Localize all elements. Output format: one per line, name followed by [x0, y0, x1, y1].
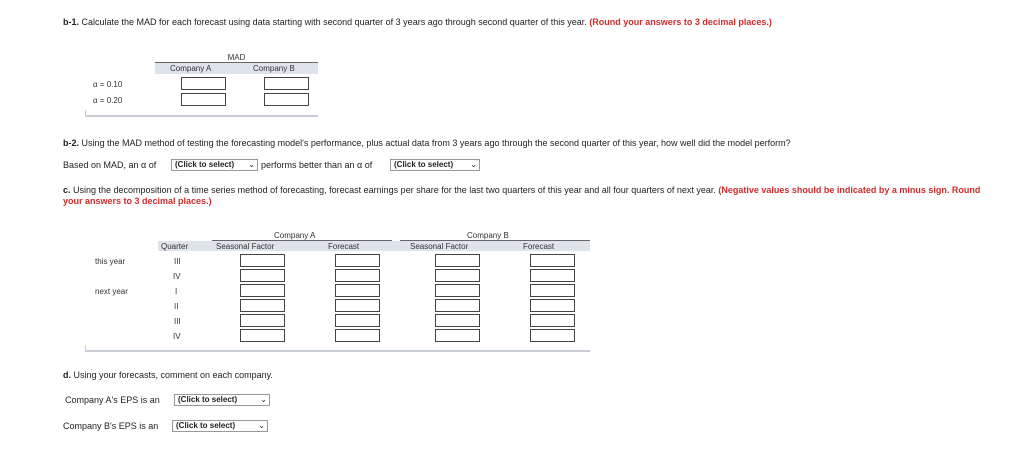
c-a-sf-input-1[interactable]	[240, 254, 285, 267]
c-a-sf-input-2[interactable]	[240, 269, 285, 282]
c-col-b-forecast: Forecast	[523, 242, 555, 251]
c-b-sf-input-3[interactable]	[435, 284, 480, 297]
c-a-fc-input-2[interactable]	[335, 269, 380, 282]
c-quarter-3: I	[175, 287, 178, 296]
chevron-down-icon: ⌄	[258, 421, 265, 430]
c-quarter-6: IV	[173, 332, 181, 341]
mad-row-alpha-010: α = 0.10	[93, 80, 123, 89]
c-a-sf-input-4[interactable]	[240, 299, 285, 312]
c-b-sf-input-4[interactable]	[435, 299, 480, 312]
c-table-left-tick	[85, 345, 86, 351]
c-b-fc-input-3[interactable]	[530, 284, 575, 297]
c-b-sf-input-6[interactable]	[435, 329, 480, 342]
c-a-fc-input-3[interactable]	[335, 284, 380, 297]
mad-b-010-input[interactable]	[264, 77, 309, 90]
c-b-fc-input-6[interactable]	[530, 329, 575, 342]
b2-select-2[interactable]: (Click to select) ⌄	[390, 159, 480, 171]
c-col-quarter: Quarter	[161, 242, 189, 251]
d-company-a-select[interactable]: (Click to select) ⌄	[174, 394, 270, 406]
c-b-fc-input-1[interactable]	[530, 254, 575, 267]
mad-a-010-input[interactable]	[181, 77, 226, 90]
c-b-fc-input-5[interactable]	[530, 314, 575, 327]
c-a-sf-input-5[interactable]	[240, 314, 285, 327]
c-b-sf-input-5[interactable]	[435, 314, 480, 327]
b2-line-b: performs better than an α of	[261, 160, 373, 170]
c-b-fc-input-2[interactable]	[530, 269, 575, 282]
c-col-b-seasonal-factor: Seasonal Factor	[410, 242, 469, 251]
d-company-a-label: Company A's EPS is an	[65, 395, 160, 405]
d-company-b-select[interactable]: (Click to select) ⌄	[172, 420, 268, 432]
c-group-header	[158, 232, 590, 240]
chevron-down-icon: ⌄	[470, 160, 477, 169]
chevron-down-icon: ⌄	[248, 160, 255, 169]
c-b-sf-input-2[interactable]	[435, 269, 480, 282]
c-a-fc-input-6[interactable]	[335, 329, 380, 342]
mad-col-company-a: Company A	[170, 64, 212, 73]
d-question: d. Using your forecasts, comment on each company.	[63, 370, 273, 380]
c-quarter-5: III	[174, 317, 181, 326]
mad-table-title: MAD	[227, 53, 246, 62]
c-a-fc-input-4[interactable]	[335, 299, 380, 312]
b2-line-a: Based on MAD, an α of	[63, 160, 157, 170]
c-quarter-4: II	[174, 302, 179, 311]
mad-b-020-input[interactable]	[264, 93, 309, 106]
c-b-sf-input-1[interactable]	[435, 254, 480, 267]
b2-select-1[interactable]: (Click to select) ⌄	[171, 159, 258, 171]
c-row-next-year: next year	[95, 287, 128, 296]
d-company-b-label: Company B's EPS is an	[63, 421, 159, 431]
c-a-sf-input-3[interactable]	[240, 284, 285, 297]
c-quarter-2: IV	[173, 272, 181, 281]
c-table-bottom-rule	[85, 350, 590, 352]
c-a-fc-input-5[interactable]	[335, 314, 380, 327]
c-col-a-forecast: Forecast	[328, 242, 360, 251]
mad-table-bottom-rule	[85, 115, 318, 117]
chevron-down-icon: ⌄	[260, 395, 267, 404]
b2-question: b-2. Using the MAD method of testing the forecasting model's performance, plus actual data from 3 years ago through the second quarter of this year, how well did the model perform?	[63, 138, 791, 148]
c-row-this-year: this year	[95, 257, 126, 266]
mad-col-company-b: Company B	[253, 64, 295, 73]
c-group-company-b: Company B	[467, 231, 509, 240]
c-quarter-1: III	[174, 257, 181, 266]
mad-row-alpha-020: α = 0.20	[93, 96, 123, 105]
mad-table-left-tick	[85, 110, 86, 116]
c-question: c. Using the decomposition of a time series method of forecasting, forecast earnings per share for the last two quarters of this year and all four quarters of next year. (Negative values should be indicated by a minus sign. Round your answers to 3 decimal places.)	[63, 185, 981, 206]
c-group-company-a: Company A	[274, 231, 316, 240]
c-a-sf-input-6[interactable]	[240, 329, 285, 342]
c-b-fc-input-4[interactable]	[530, 299, 575, 312]
c-col-a-seasonal-factor: Seasonal Factor	[216, 242, 275, 251]
b1-question: b-1. Calculate the MAD for each forecast using data starting with second quarter of 3 years ago through second quarter of this year. (Round your answers to 3 decimal places.)	[63, 17, 772, 27]
mad-a-020-input[interactable]	[181, 93, 226, 106]
c-a-fc-input-1[interactable]	[335, 254, 380, 267]
